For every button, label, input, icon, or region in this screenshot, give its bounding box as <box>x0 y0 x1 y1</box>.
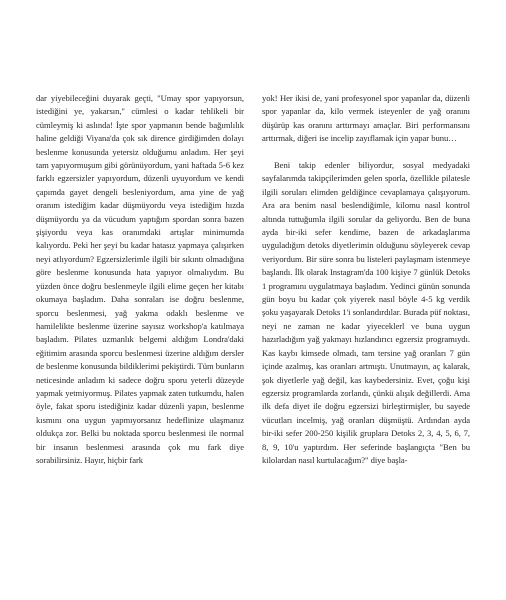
left-column <box>36 92 244 467</box>
left-paragraph-1: dar yiyebileceğini duyarak geçti, "Umay spor yapıyorsun, istediğini ye, yakarsın," cümlesi o kadar tehlikeli bir cümleymiş ki aslında! İşte spor yapmanın bende bağımlılık haline geldiği Viyana'da çok sık dirence girdiğimden dolayı beslenme konusunda yetersiz olduğumu anladım. Her şeyi tam yapıyormuşum gibi görünüyordum, yani haftada 5-6 kez farklı egzersizler yapıyordum, düzenli uyuyordum ve kendi çapımda gayet dengeli besleniyordum, ama yine de yağ oranım istediğim kadar düşmüyordu veya istediğim hızda düşmüyordu ya da vücudum yaptığım spordan sonra bazen şişiyordu veya kas oranımdaki artışlar minimumda kalıyordu. Peki her şeyi bu kadar hatasız yapmaya çalışırken neyi atlıyordum? Egzersizlerimle ilgili bir sıkıntı olmadığına göre beslenme konusunda hata yapıyor olmalıydım. Bu yüzden önce doğru beslenmeyle ilgili elime geçen her kitabı okumaya başladım. Daha sonraları ise doğru beslenme, sporcu beslenmesi, yağ yakma odaklı beslenme ve hamilelikte beslenme üzerine sayısız workshop'a katılmaya başladım. Pilates uzmanlık belgemi aldığım Londra'daki eğitimim arasında sporcu beslenmesi üzerine aldığım dersler de beslenme konusunda bildiklerimi pekiştirdi. Tüm bunların neticesinde anladım ki sadece doğru sporu yeterli düzeyde yapmak yetmiyormuş. Pilates yapmak zaten tutkumdu, halen öyle, fakat sporu istediğiniz kadar düzenli yapın, beslenme kısmını ona uygun yapmıyorsanız hedeflinize ulaşmanız oldukça zor. Belki bu noktada sporcu beslenmesi ile normal bir insanın beslenmesi arasında çok mu fark diye sorabilirsiniz. Hayır, hiçbir fark <box>36 93 244 465</box>
right-paragraph-2: Beni takip edenler biliyordur, sosyal medyadaki sayfalarımda takipçilerimden gelen sporla, özellikle pilatesle ilgili soruları elimden geldiğince cevaplamaya çalışıyorum. Ara ara benim nasıl beslendiğimle, kilomu nasıl kontrol altında tuttuğumla ilgili sorular da geliyordu. Ben de buna ayda bir-iki sefer kendime, bazen de arkadaşlarıma uyguladığım detoks diyetlerimin olduğunu söyleyerek cevap veriyordum. Bir süre sonra bu listeleri paylaşmam istenmeye başlandı. İlk olarak Instagram'da 100 kişiye 7 günlük Detoks 1 programını uygulatmaya başladım. Yedinci günün sonunda gün boyu bu kadar çok yiyerek nasıl böyle 4-5 kg verdik şoku yaşayarak Detoks 1'i sonlandırdılar. Burada püf noktası, neyi ne zaman ne kadar yiyeceklerl ve buna uygun hazırladığım yağ yakmayı hızlandırıcı egzersiz programıydı. Kas kaybı kimsede olmadı, tam tersine yağ oranları 7 gün içinde azalmış, kas oranları artmıştı. Unutmayın, aç kalarak, şok diyetlerle yağ değil, kas kaybedersiniz. Evet, çoğu kişi egzersiz programlarda zorlandı, çünkü alışık değillerdi. Ama ilk defa diyet ile doğru egzersizi birleştirmişler, bu sayede vücutları incelmiş, yağ oranları düşmüştü. Ardından ayda bir-iki sefer 200-250 kişilik gruplara Detoks 2, 3, 4, 5, 6, 7, 8, 9, 10'u yaptırdım. Her seferinde başlangıçta "Ben bu kilolardan nasıl kurtulacağım?" diye başla- <box>262 160 470 465</box>
right-column <box>262 92 470 467</box>
paragraph-gap <box>262 146 470 159</box>
right-paragraph-1: yok! Her ikisi de, yani profesyonel spor yapanlar da, düzenli spor yapanlar da, kilo vermek isteyenler de yağ oranını düşürüp kas oranını arttırmayı amaçlar. Biri performansını arttırmak, diğeri ise incelip zayıflamak için yapar bunu… <box>262 93 470 144</box>
